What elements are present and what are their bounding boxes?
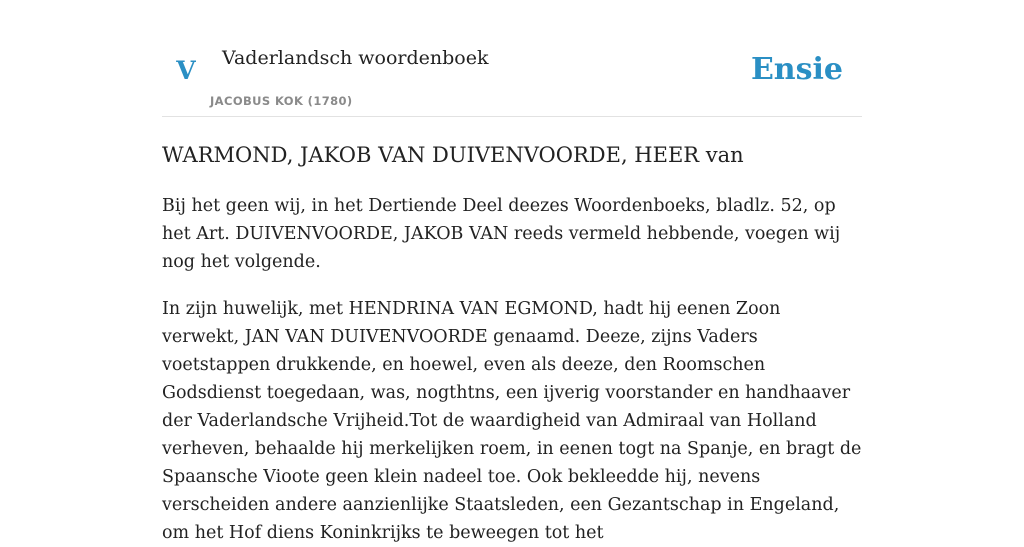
article-paragraph-1: Bij het geen wij, in het Dertiende Deel deezes Woordenboeks, bladlz. 52, op het Art. DUIVENVOORDE, JAKOB VAN reeds vermeld hebbende, voegen wij nog het volgende. — [162, 196, 841, 272]
book-author: JACOBUS KOK (1780) — [210, 94, 353, 108]
page-header — [162, 0, 862, 117]
article-paragraph-2: In zijn huwelijk, met HENDRINA VAN EGMOND, hadt hij eenen Zoon verwekt, JAN VAN DUIVENVOORDE genaamd. Deeze, zijns Vaders voetstappen drukkende, en hoewel, even als deeze, den Roomschen Godsdienst toegedaan, was, nogthtns, een ijverig voorstander en handhaaver der Vaderlandsche Vrijheid.Tot de waardigheid van Admiraal van Holland verheven, behaalde hij merkelijken roem, in eenen togt na Spanje, en bragt de Spaansche Vioote geen klein nadeel toe. Ook bekleedde hij, nevens verscheiden andere aanzienlijke Staatsleden, een Gezantschap in Engeland, om het Hof diens Koninkrijks te beweegen tot het — [162, 299, 862, 543]
index-letter[interactable]: V — [176, 56, 196, 85]
entry-title: WARMOND, JAKOB VAN DUIVENVOORDE, HEER van — [162, 143, 744, 167]
book-title[interactable]: Vaderlandsch woordenboek — [222, 47, 489, 69]
ensie-logo[interactable]: Ensie — [750, 52, 843, 87]
article — [162, 136, 862, 547]
